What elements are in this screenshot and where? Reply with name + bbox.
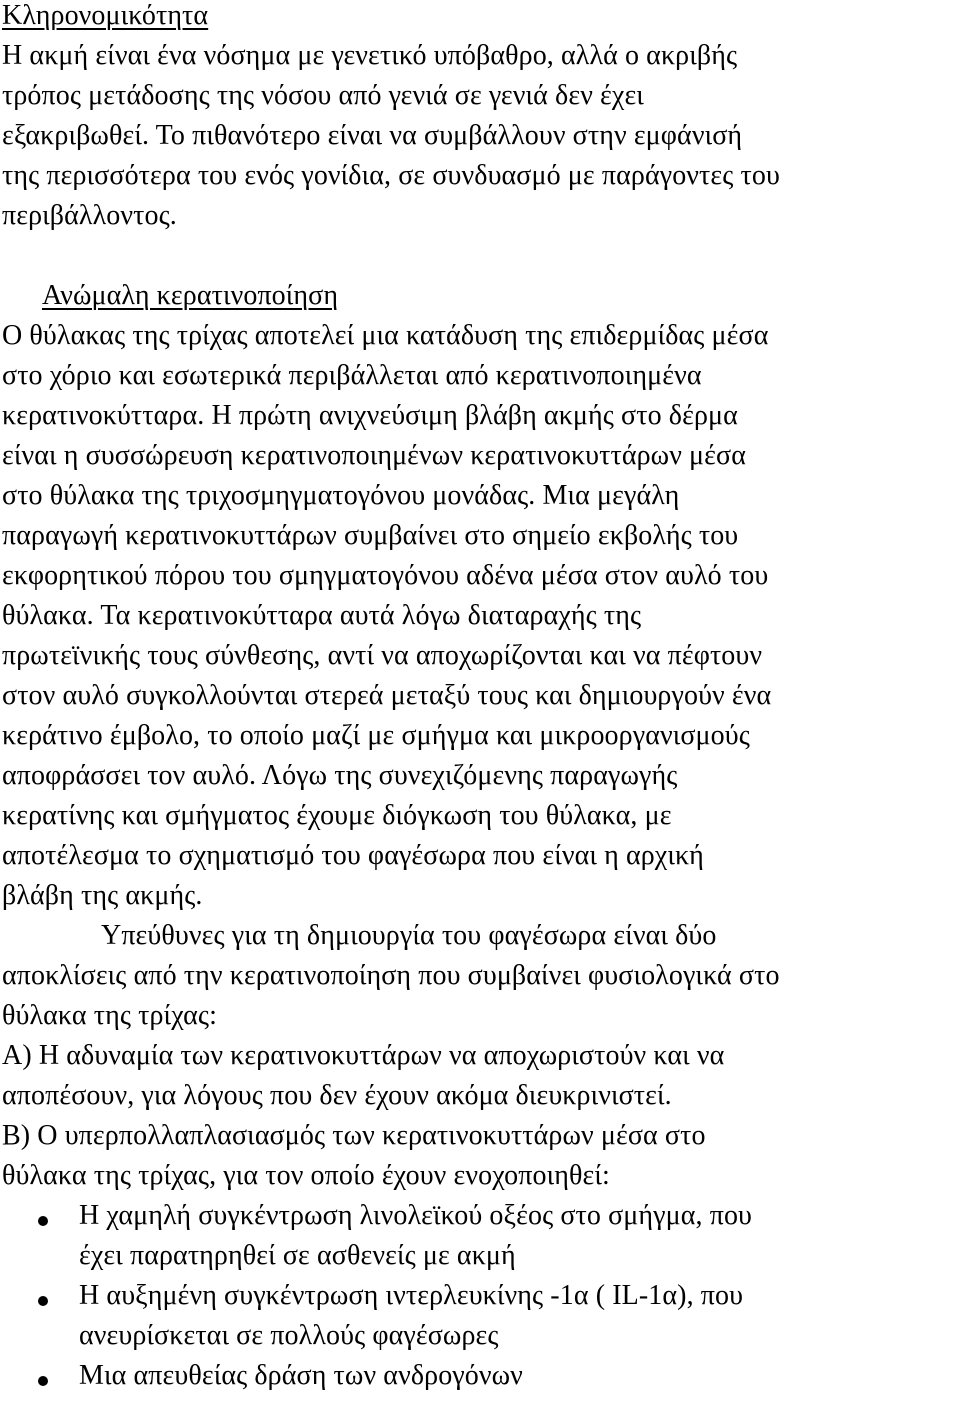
list-item-b: Β) Ο υπερπολλαπλασιασμός των κερατινοκυττάρων μέσα στο bbox=[2, 1120, 706, 1151]
section-heading-inheritance: Κληρονομικότητα bbox=[2, 0, 209, 31]
paragraph-line-indented: Υπεύθυνες για τη δημιουργία του φαγέσωρα είναι δύο bbox=[101, 920, 717, 951]
list-item-b-continuation: θύλακα της τρίχας, για τον οποίο έχουν ενοχοποιηθεί: bbox=[2, 1160, 610, 1191]
paragraph-line: τρόπος μετάδοσης της νόσου από γενιά σε γενιά δεν έχει bbox=[2, 80, 644, 111]
paragraph-line: βλάβη της ακμής. bbox=[2, 880, 203, 911]
bullet-item: Η χαμηλή συγκέντρωση λινολεϊκού οξέος στο σμήγμα, που bbox=[79, 1200, 753, 1231]
paragraph-line: αποφράσσει τον αυλό. Λόγω της συνεχιζόμενης παραγωγής bbox=[2, 760, 678, 791]
paragraph-line: στο θύλακα της τριχοσμηγματογόνου μονάδας. Μια μεγάλη bbox=[2, 480, 680, 511]
paragraph-line: Ο θύλακας της τρίχας αποτελεί μια κατάδυση της επιδερμίδας μέσα bbox=[2, 320, 769, 351]
bullet-item-continuation: ανευρίσκεται σε πολλούς φαγέσωρες bbox=[79, 1320, 499, 1351]
paragraph-line: κερατινοκύτταρα. Η πρώτη ανιχνεύσιμη βλάβη ακμής στο δέρμα bbox=[2, 400, 738, 431]
paragraph-line: περιβάλλοντος. bbox=[2, 200, 177, 231]
paragraph-line: αποτέλεσμα το σχηματισμό του φαγέσωρα που είναι η αρχική bbox=[2, 840, 704, 871]
list-item-a-continuation: αποπέσουν, για λόγους που δεν έχουν ακόμα διευκρινιστεί. bbox=[2, 1080, 672, 1111]
paragraph-line: πρωτεϊνικής τους σύνθεσης, αντί να αποχωρίζονται και να πέφτουν bbox=[2, 640, 763, 671]
paragraph-line: παραγωγή κερατινοκυττάρων συμβαίνει στο σημείο εκβολής του bbox=[2, 520, 739, 551]
bullet-icon bbox=[38, 1296, 48, 1306]
paragraph-line: θύλακα. Τα κερατινοκύτταρα αυτά λόγω διαταραχής της bbox=[2, 600, 642, 631]
section-heading-keratinization: Ανώμαλη κερατινοποίηση bbox=[42, 280, 339, 311]
paragraph-line: Η ακμή είναι ένα νόσημα με γενετικό υπόβαθρο, αλλά ο ακριβής bbox=[2, 40, 738, 71]
paragraph-line: στον αυλό συγκολλούνται στερεά μεταξύ τους και δημιουργούν ένα bbox=[2, 680, 772, 711]
bullet-icon bbox=[38, 1216, 48, 1226]
bullet-icon bbox=[38, 1376, 48, 1386]
bullet-item: Μια απευθείας δράση των ανδρογόνων bbox=[79, 1360, 523, 1391]
paragraph-line: της περισσότερα του ενός γονίδια, σε συνδυασμό με παράγοντες του bbox=[2, 160, 780, 191]
bullet-item: Η αυξημένη συγκέντρωση ιντερλευκίνης -1α ( IL-1α), που bbox=[79, 1280, 744, 1311]
paragraph-line: εξακριβωθεί. Το πιθανότερο είναι να συμβάλλουν στην εμφάνισή bbox=[2, 120, 743, 151]
paragraph-line: θύλακα της τρίχας: bbox=[2, 1000, 217, 1031]
bullet-item-continuation: έχει παρατηρηθεί σε ασθενείς με ακμή bbox=[79, 1240, 516, 1271]
paragraph-line: κερατίνης και σμήγματος έχουμε διόγκωση του θύλακα, με bbox=[2, 800, 672, 831]
paragraph-line: είναι η συσσώρευση κερατινοποιημένων κερατινοκυττάρων μέσα bbox=[2, 440, 746, 471]
list-item-a: Α) Η αδυναμία των κερατινοκυττάρων να αποχωριστούν και να bbox=[2, 1040, 725, 1071]
paragraph-line: στο χόριο και εσωτερικά περιβάλλεται από κερατινοποιημένα bbox=[2, 360, 702, 391]
paragraph-line: κεράτινο έμβολο, το οποίο μαζί με σμήγμα και μικροοργανισμούς bbox=[2, 720, 750, 751]
paragraph-line: εκφορητικού πόρου του σμηγματογόνου αδένα μέσα στον αυλό του bbox=[2, 560, 769, 591]
paragraph-line: αποκλίσεις από την κερατινοποίηση που συμβαίνει φυσιολογικά στο bbox=[2, 960, 780, 991]
